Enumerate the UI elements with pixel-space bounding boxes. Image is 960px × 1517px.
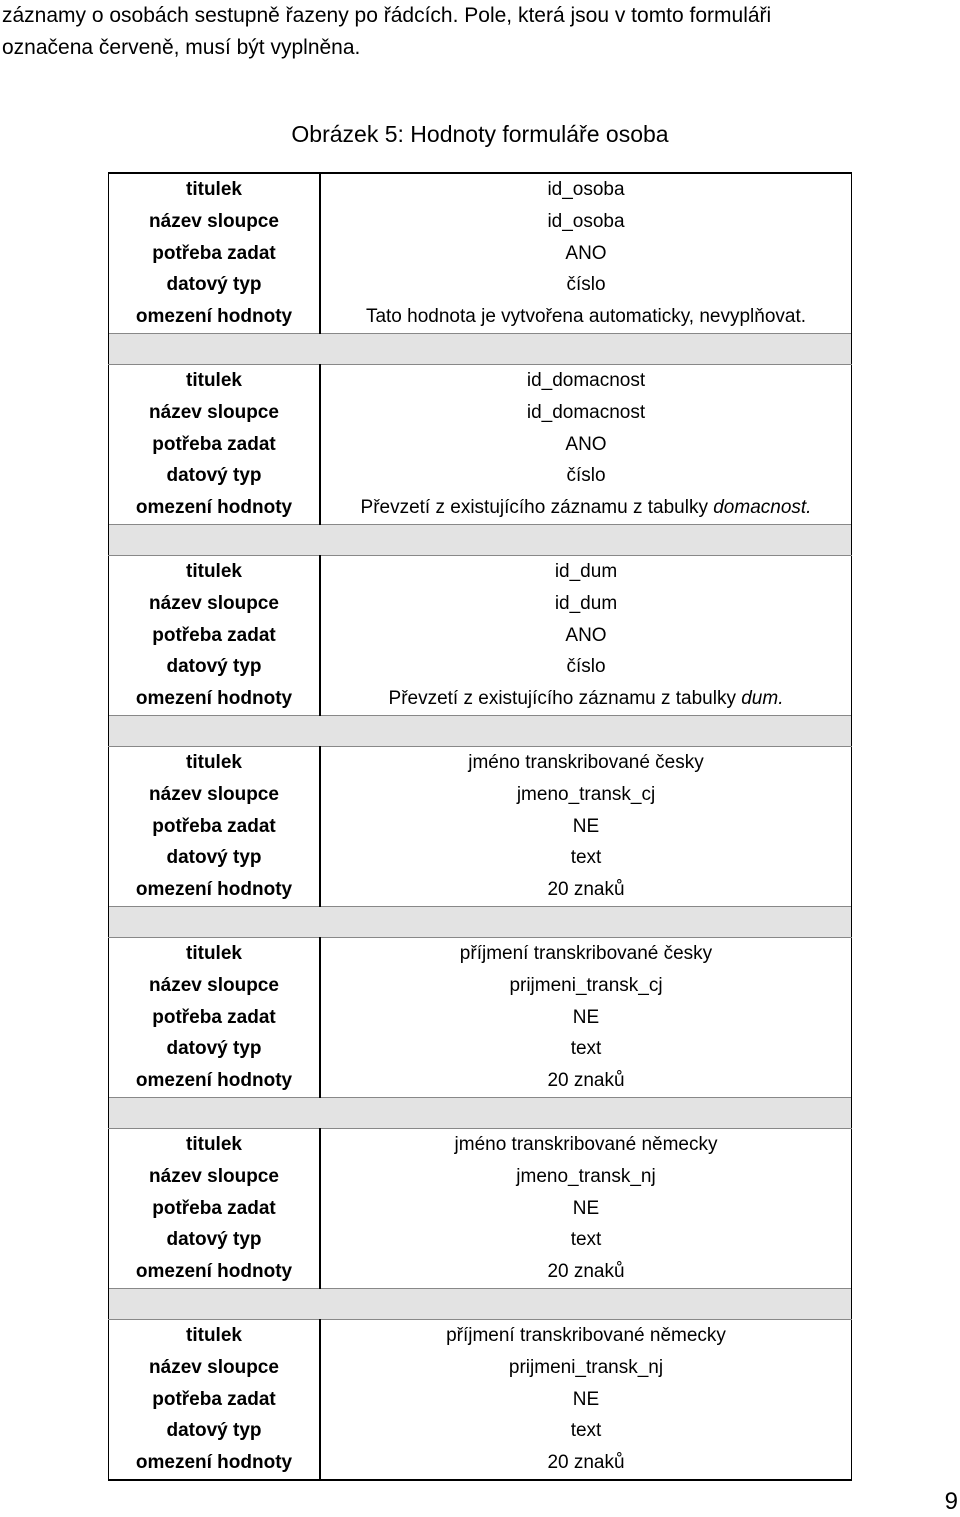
label-potreba-zadat: potřeba zadat <box>109 620 321 652</box>
table-row <box>109 1352 852 1384</box>
label-nazev-sloupce: název sloupce <box>109 588 321 620</box>
table-row <box>109 779 852 811</box>
label-datovy-typ: datový typ <box>109 269 321 301</box>
table-row <box>109 746 852 778</box>
label-titulek: titulek <box>109 746 321 778</box>
value-datovy-typ: číslo <box>320 269 852 301</box>
value-titulek: id_domacnost <box>320 364 852 396</box>
table-row <box>109 842 852 874</box>
label-titulek: titulek <box>109 1128 321 1160</box>
value-datovy-typ: číslo <box>320 460 852 492</box>
value-omezeni-hodnoty: 20 znaků <box>320 1256 852 1288</box>
table-row <box>109 1161 852 1193</box>
label-datovy-typ: datový typ <box>109 460 321 492</box>
table-row <box>109 1415 852 1447</box>
label-datovy-typ: datový typ <box>109 1224 321 1256</box>
page-number: 9 <box>944 1488 958 1515</box>
table-row <box>109 397 852 429</box>
value-nazev-sloupce: jmeno_transk_cj <box>320 779 852 811</box>
value-potreba-zadat: NE <box>320 1384 852 1416</box>
table-row <box>109 1065 852 1097</box>
section-separator <box>109 333 852 364</box>
table-row <box>109 429 852 461</box>
label-titulek: titulek <box>109 937 321 969</box>
table-row <box>109 301 852 333</box>
label-omezeni-hodnoty: omezení hodnoty <box>109 683 321 715</box>
section-separator <box>109 1288 852 1319</box>
value-titulek: příjmení transkribované německy <box>320 1319 852 1351</box>
table-row <box>109 683 852 715</box>
value-titulek: příjmení transkribované česky <box>320 937 852 969</box>
value-omezeni-hodnoty <box>320 683 852 715</box>
value-datovy-typ: číslo <box>320 651 852 683</box>
label-nazev-sloupce: název sloupce <box>109 397 321 429</box>
label-nazev-sloupce: název sloupce <box>109 1161 321 1193</box>
table-row <box>109 1256 852 1288</box>
value-potreba-zadat: NE <box>320 1193 852 1225</box>
value-potreba-zadat: ANO <box>320 429 852 461</box>
section-separator <box>109 1097 852 1128</box>
value-titulek: jméno transkribované česky <box>320 746 852 778</box>
table-row <box>109 1033 852 1065</box>
label-titulek: titulek <box>109 1319 321 1351</box>
value-potreba-zadat: ANO <box>320 238 852 270</box>
label-nazev-sloupce: název sloupce <box>109 970 321 1002</box>
table-row <box>109 269 852 301</box>
table-row <box>109 364 852 396</box>
section-separator <box>109 524 852 555</box>
omezeni-text: Převzetí z existujícího záznamu z tabulky <box>360 497 714 519</box>
table-row <box>109 651 852 683</box>
value-nazev-sloupce: jmeno_transk_nj <box>320 1161 852 1193</box>
label-titulek: titulek <box>109 555 321 587</box>
value-nazev-sloupce: id_domacnost <box>320 397 852 429</box>
label-titulek: titulek <box>109 173 321 206</box>
label-omezeni-hodnoty: omezení hodnoty <box>109 1065 321 1097</box>
label-omezeni-hodnoty: omezení hodnoty <box>109 874 321 906</box>
intro-line-2: označena červeně, musí být vyplněna. <box>2 36 361 59</box>
table-row <box>109 460 852 492</box>
value-potreba-zadat: NE <box>320 811 852 843</box>
value-omezeni-hodnoty <box>320 492 852 524</box>
value-nazev-sloupce: id_osoba <box>320 206 852 238</box>
table-row <box>109 620 852 652</box>
label-potreba-zadat: potřeba zadat <box>109 1384 321 1416</box>
figure-caption: Obrázek 5: Hodnoty formuláře osoba <box>291 121 669 147</box>
value-titulek: id_dum <box>320 555 852 587</box>
osoba-form-values-table <box>108 172 852 1481</box>
table-row <box>109 1128 852 1160</box>
value-potreba-zadat: ANO <box>320 620 852 652</box>
table-row <box>109 1193 852 1225</box>
table-row <box>109 970 852 1002</box>
omezeni-text: Převzetí z existujícího záznamu z tabulky <box>388 688 742 710</box>
label-datovy-typ: datový typ <box>109 1033 321 1065</box>
label-nazev-sloupce: název sloupce <box>109 1352 321 1384</box>
label-omezeni-hodnoty: omezení hodnoty <box>109 301 321 333</box>
label-omezeni-hodnoty: omezení hodnoty <box>109 492 321 524</box>
label-potreba-zadat: potřeba zadat <box>109 1193 321 1225</box>
value-titulek: jméno transkribované německy <box>320 1128 852 1160</box>
value-nazev-sloupce: prijmeni_transk_cj <box>320 970 852 1002</box>
value-datovy-typ: text <box>320 1224 852 1256</box>
intro-line-1: záznamy o osobách sestupně řazeny po řádcích. Pole, která jsou v tomto formuláři <box>2 4 772 27</box>
table-row <box>109 492 852 524</box>
table-row <box>109 1002 852 1034</box>
omezeni-table-name: domacnost. <box>713 497 812 519</box>
table-row <box>109 206 852 238</box>
table-row <box>109 1384 852 1416</box>
table-row <box>109 1319 852 1351</box>
value-potreba-zadat: NE <box>320 1002 852 1034</box>
label-potreba-zadat: potřeba zadat <box>109 238 321 270</box>
table-row <box>109 238 852 270</box>
omezeni-table-name: dum. <box>741 688 784 710</box>
table-row <box>109 173 852 206</box>
label-titulek: titulek <box>109 364 321 396</box>
value-titulek: id_osoba <box>320 173 852 206</box>
value-omezeni-hodnoty: 20 znaků <box>320 1447 852 1480</box>
table-row <box>109 1224 852 1256</box>
table-row <box>109 1447 852 1480</box>
table-row <box>109 937 852 969</box>
value-omezeni-hodnoty: 20 znaků <box>320 1065 852 1097</box>
table-row <box>109 811 852 843</box>
label-datovy-typ: datový typ <box>109 651 321 683</box>
value-nazev-sloupce: prijmeni_transk_nj <box>320 1352 852 1384</box>
table-row <box>109 874 852 906</box>
label-potreba-zadat: potřeba zadat <box>109 1002 321 1034</box>
section-separator <box>109 906 852 937</box>
label-potreba-zadat: potřeba zadat <box>109 429 321 461</box>
table-row <box>109 555 852 587</box>
section-separator <box>109 715 852 746</box>
value-omezeni-hodnoty: 20 znaků <box>320 874 852 906</box>
label-nazev-sloupce: název sloupce <box>109 779 321 811</box>
label-omezeni-hodnoty: omezení hodnoty <box>109 1447 321 1480</box>
label-omezeni-hodnoty: omezení hodnoty <box>109 1256 321 1288</box>
label-datovy-typ: datový typ <box>109 842 321 874</box>
value-datovy-typ: text <box>320 1033 852 1065</box>
label-potreba-zadat: potřeba zadat <box>109 811 321 843</box>
intro-paragraph <box>2 0 952 64</box>
label-nazev-sloupce: název sloupce <box>109 206 321 238</box>
value-datovy-typ: text <box>320 842 852 874</box>
table-row <box>109 588 852 620</box>
value-omezeni-hodnoty: Tato hodnota je vytvořena automaticky, nevyplňovat. <box>320 301 852 333</box>
value-nazev-sloupce: id_dum <box>320 588 852 620</box>
value-datovy-typ: text <box>320 1415 852 1447</box>
label-datovy-typ: datový typ <box>109 1415 321 1447</box>
